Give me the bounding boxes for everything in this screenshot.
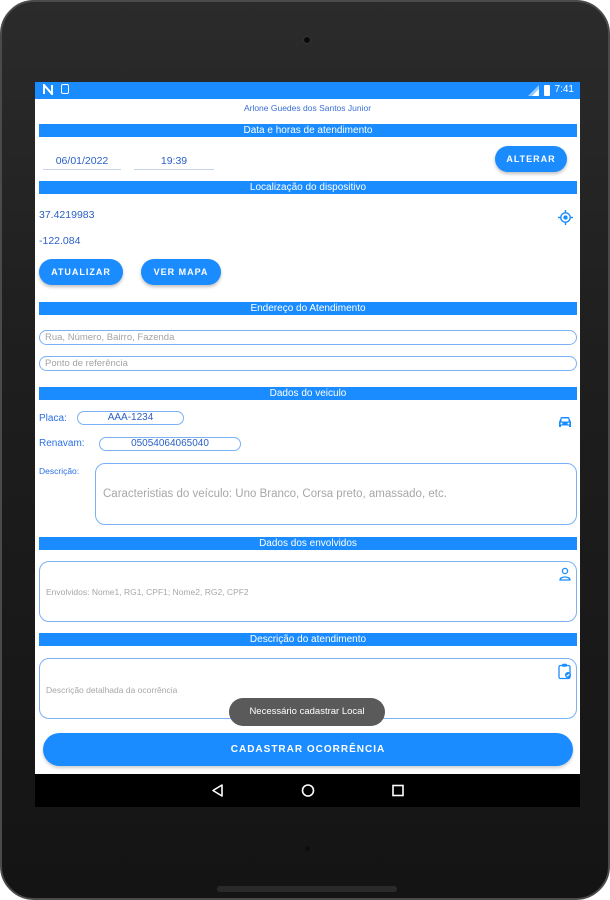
section-header-datetime: Data e horas de atendimento [39,124,577,137]
sim-card-icon [61,84,69,94]
vehicle-description-placeholder: Caracteristias do veículo: Uno Branco, Corsa preto, amassado, etc. [103,488,447,500]
front-camera [303,36,311,44]
section-header-location: Localização do dispositivo [39,181,577,194]
signal-icon [528,85,539,96]
clipboard-icon [558,663,572,680]
recent-apps-icon[interactable] [378,774,418,807]
date-field[interactable]: 06/01/2022 [43,155,121,170]
reference-input[interactable]: Ponto de referência [39,356,577,371]
notification-n-icon [43,84,53,95]
section-header-involved: Dados dos envolvidos [39,537,577,550]
device-bottom-edge [217,886,397,892]
section-header-description: Descrição do atendimento [39,633,577,646]
street-input[interactable]: Rua, Número, Bairro, Fazenda [39,330,577,345]
view-map-button[interactable]: VER MAPA [141,259,221,285]
vehicle-description-label: Descrição: [39,466,80,476]
person-icon [559,567,571,581]
status-bar [35,82,580,99]
section-header-vehicle: Dados do veiculo [39,387,577,400]
register-occurrence-button[interactable]: CADASTRAR OCORRÊNCIA [43,733,573,766]
user-name: Arlone Guedes dos Santos Junior [243,103,372,113]
time-field[interactable]: 19:39 [134,155,214,170]
change-datetime-button[interactable]: ALTERAR [495,146,567,172]
home-sensor-dot [305,846,310,851]
back-icon[interactable] [198,774,238,807]
toast-message: Necessário cadastrar Local [229,698,385,726]
status-time: 7:41 [554,84,574,95]
renavam-input[interactable]: 05054064065040 [99,437,241,451]
plate-label: Placa: [39,413,67,424]
gps-location-icon[interactable] [558,210,573,225]
battery-icon [544,85,550,96]
involved-placeholder: Envolvidos: Nome1, RG1, CPF1; Nome2, RG2, CPF2 [46,587,249,597]
latitude-value: 37.4219983 [39,209,95,221]
involved-input[interactable] [39,561,577,622]
plate-input[interactable]: AAA-1234 [77,411,184,425]
home-icon[interactable] [288,774,328,807]
navigation-bar [35,774,580,807]
section-header-address: Endereço do Atendimento [39,302,577,315]
occurrence-description-placeholder: Descrição detalhada da ocorrência [46,685,178,695]
app-screen [35,82,580,807]
update-location-button[interactable]: ATUALIZAR [39,259,123,285]
vehicle-description-input[interactable] [95,463,577,525]
car-icon [557,415,573,429]
renavam-label: Renavam: [39,438,85,449]
longitude-value: -122.084 [39,235,81,247]
